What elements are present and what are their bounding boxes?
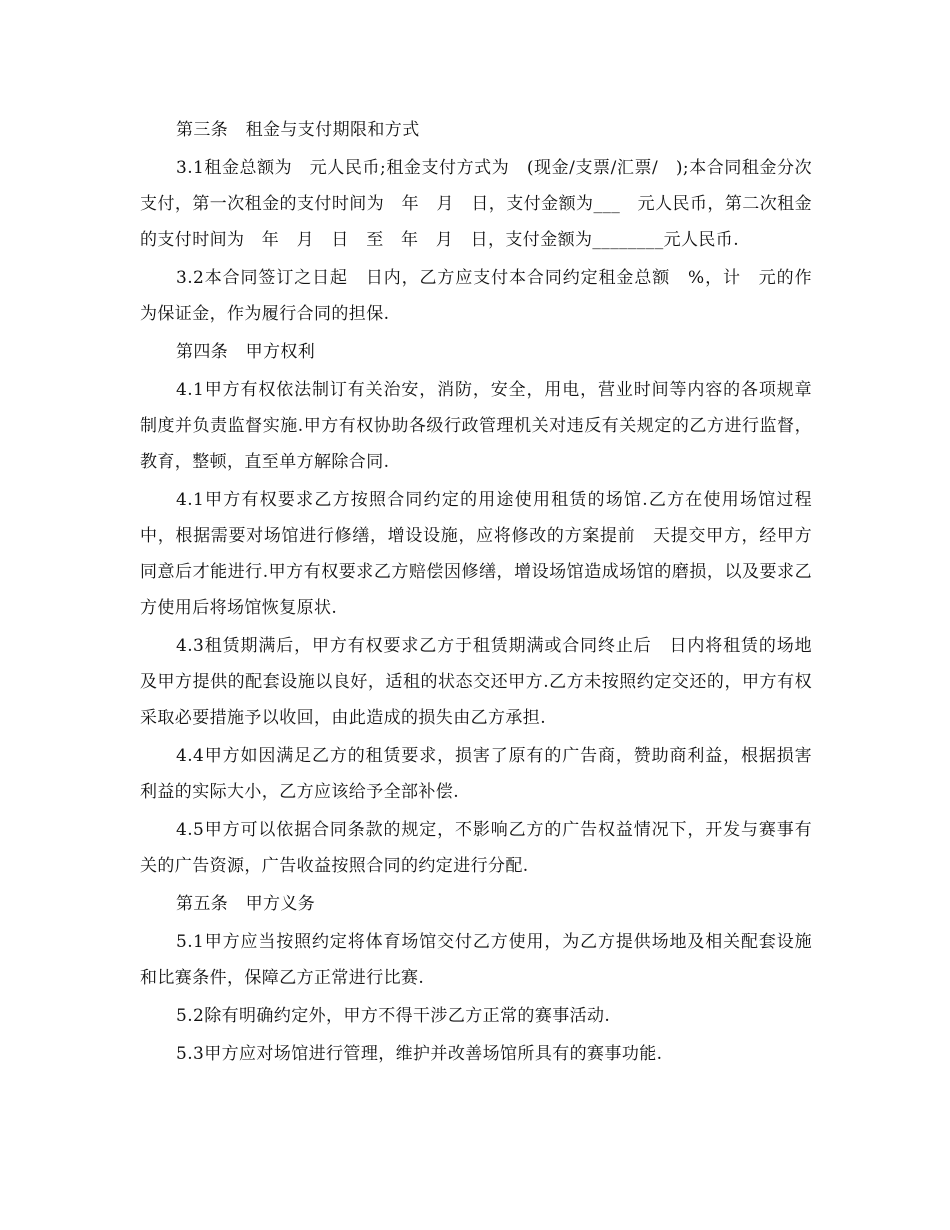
clause-4-5: 4.5甲方可以依据合同条款的规定，不影响乙方的广告权益情况下，开发与赛事有关的广告资源，广告收益按照合同的约定进行分配. (140, 820, 812, 876)
clause-4-4: 4.4甲方如因满足乙方的租赁要求，损害了原有的广告商，赞助商利益，根据损害利益的实际大小，乙方应该给予全部补偿. (140, 746, 812, 802)
document-body (140, 112, 812, 1074)
clause-5-1: 5.1甲方应当按照约定将体育场馆交付乙方使用，为乙方提供场地及相关配套设施和比赛条件，保障乙方正常进行比赛. (140, 932, 812, 988)
article-4-heading: 第四条 甲方权利 (176, 342, 316, 362)
clause-3-1: 3.1租金总额为 元人民币;租金支付方式为 (现金/支票/汇票/ );本合同租金分次支付，第一次租金的支付时间为 年 月 日，支付金额为___ 元人民币，第二次租金的支付时间为 年 月 日 至 年 月 日，支付金额为________元人民币. (140, 158, 812, 250)
clause-3-2: 3.2本合同签订之日起 日内，乙方应支付本合同约定租金总额 %，计 元的作为保证金，作为履行合同的担保. (140, 268, 812, 324)
clause-5-2: 5.2除有明确约定外，甲方不得干涉乙方正常的赛事活动. (176, 1006, 611, 1026)
article-5-heading: 第五条 甲方义务 (176, 894, 316, 914)
clause-4-1a: 4.1甲方有权依法制订有关治安，消防，安全，用电，营业时间等内容的各项规章制度并负责监督实施.甲方有权协助各级行政管理机关对违反有关规定的乙方进行监督，教育，整顿，直至单方解除合同. (140, 380, 812, 472)
clause-4-1b: 4.1甲方有权要求乙方按照合同约定的用途使用租赁的场馆.乙方在使用场馆过程中，根据需要对场馆进行修缮，增设设施，应将修改的方案提前 天提交甲方，经甲方同意后才能进行.甲方有权要求乙方赔偿因修缮，增设场馆造成场馆的磨损，以及要求乙方使用后将场馆恢复原状. (140, 490, 812, 618)
article-3-heading: 第三条 租金与支付期限和方式 (176, 120, 420, 140)
clause-4-3: 4.3租赁期满后，甲方有权要求乙方于租赁期满或合同终止后 日内将租赁的场地及甲方提供的配套设施以良好，适租的状态交还甲方.乙方未按照约定交还的，甲方有权采取必要措施予以收回，由此造成的损失由乙方承担. (140, 636, 812, 728)
clause-5-3: 5.3甲方应对场馆进行管理，维护并改善场馆所具有的赛事功能. (176, 1044, 663, 1064)
